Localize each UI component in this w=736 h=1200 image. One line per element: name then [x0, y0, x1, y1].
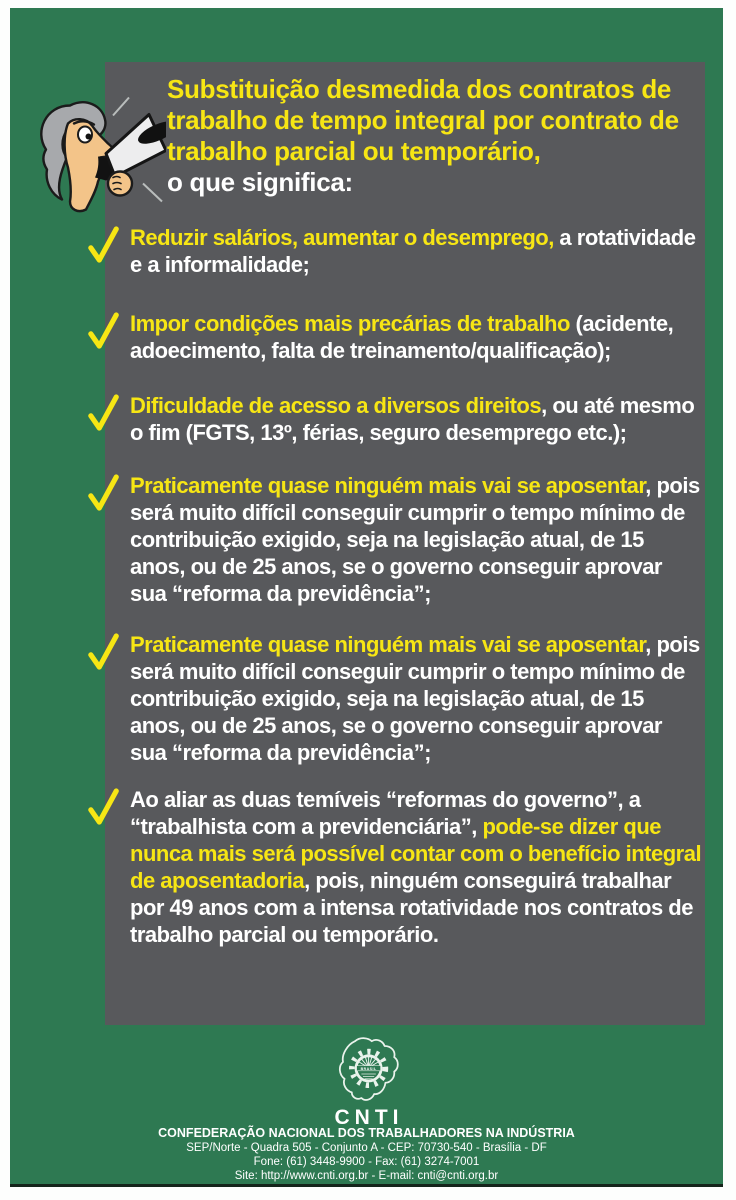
poster-background — [10, 8, 723, 1187]
highlight-text: Reduzir salários, aumentar o desemprego, — [130, 225, 554, 250]
title-highlight-text: Substituição desmedida dos contratos de trabalho de tempo integral por contrato de trabalho parcial ou temporário, — [167, 74, 679, 166]
checklist-item-text — [130, 472, 702, 607]
megaphone-man-illustration — [16, 92, 166, 220]
logo-banner-text: BRASIL — [360, 1066, 377, 1071]
content-panel — [105, 62, 705, 1025]
checkmark-icon — [88, 631, 130, 671]
highlight-text: Dificuldade de acesso a diversos direitos — [130, 393, 542, 418]
regular-text: (acidente, adoecimento, falta de treinamento/qualificação); — [130, 311, 674, 363]
checkmark-icon — [88, 472, 130, 512]
checkmark-icon — [88, 786, 130, 826]
checklist-item — [88, 310, 702, 364]
checkmark-icon — [88, 224, 130, 264]
checklist-item — [88, 224, 702, 278]
checklist-item-text — [130, 786, 702, 948]
highlight-text: Impor condições mais precárias de trabalho — [130, 311, 570, 336]
address-line: SEP/Norte - Quadra 505 - Conjunto A - CEP: 70730-540 - Brasília - DF — [186, 1142, 547, 1154]
regular-text: , pois será muito difícil conseguir cumprir o tempo mínimo de contribuição exigido, seja na legislação atual, de 15 anos, ou de 25 anos, se o governo conseguir aprovar sua “reforma da previdência”; — [130, 632, 700, 765]
brazil-map-gear-icon — [308, 1030, 426, 1110]
checklist-item-text — [130, 392, 702, 446]
checklist-item — [88, 472, 702, 607]
checklist-item-text — [130, 224, 702, 278]
footer-contact-block — [10, 1126, 723, 1183]
organization-name: CONFEDERAÇÃO NACIONAL DOS TRABALHADORES NA INDÚSTRIA — [158, 1126, 575, 1140]
checkmark-icon — [88, 392, 130, 432]
regular-text: , pois, ninguém conseguirá trabalhar por 49 anos com a intensa rotatividade nos contratos de trabalho parcial ou temporário. — [130, 868, 693, 947]
logo-acronym-text: CNTI — [334, 1106, 404, 1129]
checklist-item — [88, 631, 702, 766]
checklist-item — [88, 786, 702, 948]
checklist-item-text — [130, 310, 702, 364]
title-rest-text: o que significa: — [167, 167, 353, 197]
checkmark-icon — [88, 310, 130, 350]
regular-text: a rotatividade e a informalidade; — [130, 225, 696, 277]
checklist-item-text — [130, 631, 702, 766]
regular-text: , ou até mesmo o fim (FGTS, 13º, férias, seguro desemprego etc.); — [130, 393, 695, 445]
regular-text: Ao aliar as duas temíveis “reformas do governo”, a “trabalhista com a previdenciária”, — [130, 787, 641, 839]
highlight-text: Praticamente quase ninguém mais vai se aposentar — [130, 632, 646, 657]
phone-fax-line: Fone: (61) 3448-9900 - Fax: (61) 3274-7001 — [253, 1156, 480, 1168]
site-email-line: Site: http://www.cnti.org.br - E-mail: cnti@cnti.org.br — [234, 1170, 499, 1182]
checklist-item — [88, 392, 702, 446]
regular-text: , pois será muito difícil conseguir cumprir o tempo mínimo de contribuição exigido, seja na legislação atual, de 15 anos, ou de 25 anos, se o governo conseguir aprovar sua “reforma da previdência”; — [130, 473, 700, 606]
poster-title — [167, 74, 712, 198]
highlight-text: Praticamente quase ninguém mais vai se aposentar — [130, 473, 646, 498]
cnti-logo — [10, 1030, 723, 1130]
highlight-text: pode-se dizer que nunca mais será possível contar com o benefício integral de aposentadoria — [130, 814, 702, 893]
